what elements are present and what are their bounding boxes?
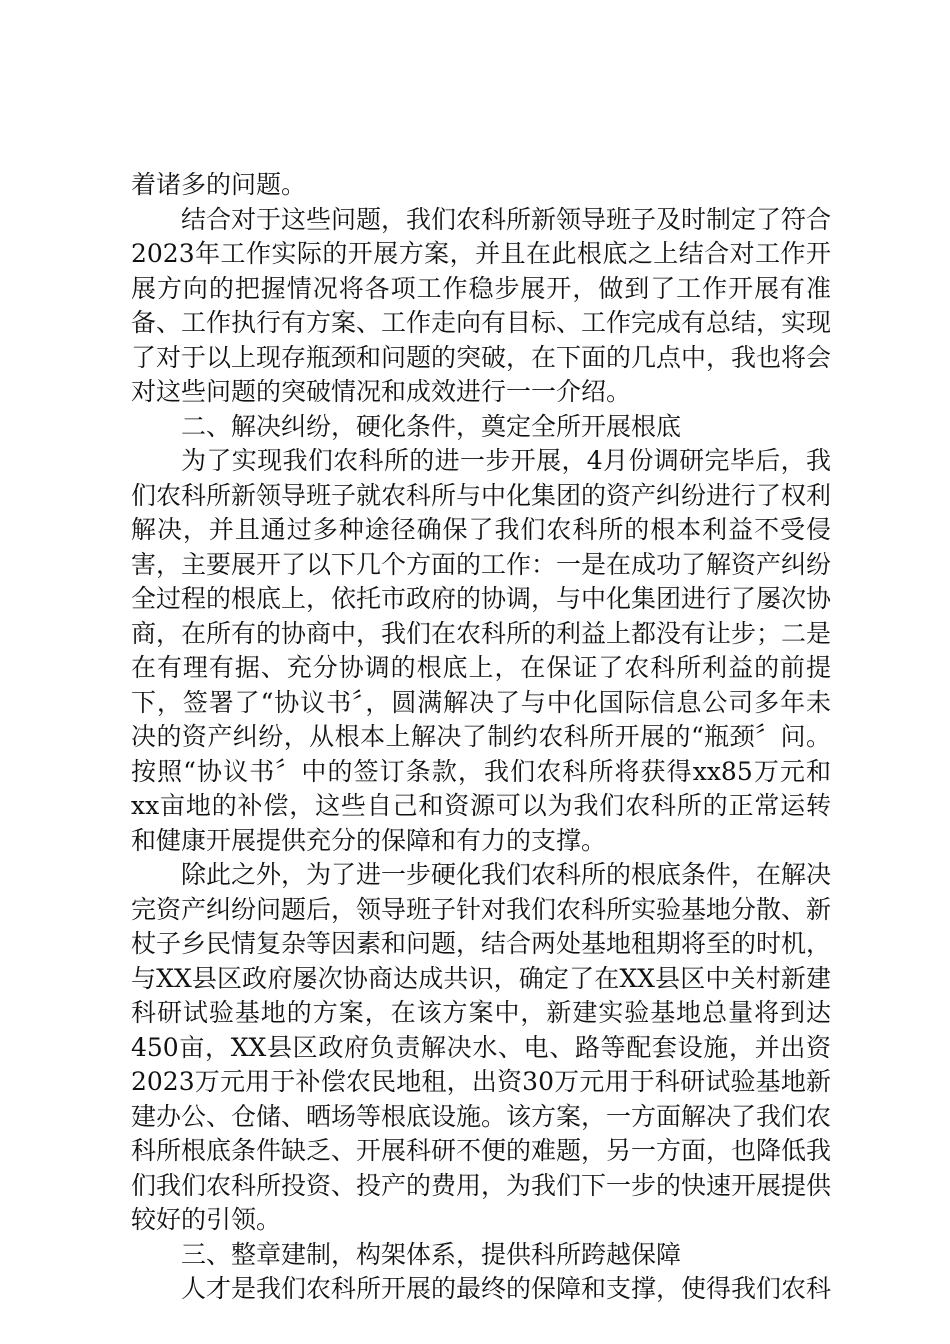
paragraph-plan-summary: 结合对于这些问题，我们农科所新领导班子及时制定了符合2023年工作实际的开展方案，并且在此根底之上结合对工作开展方向的把握情况将各项工作稳步展开，做到了工作开展有准备、工作执行有方案、工作走向有目标、工作完成有总结，实现了对于以上现存瓶颈和问题的突破，在下面的几点中，我也将会对这些问题的突破情况和成效进行一一介绍。 (131, 204, 832, 406)
section-heading-3: 三、整章建制，构架体系，提供科所跨越保障 (181, 1239, 682, 1269)
paragraph-base-construction: 除此之外，为了进一步硬化我们农科所的根底条件，在解决完资产纠纷问题后，领导班子针对我们农科所实验基地分散、新杖子乡民情复杂等因素和问题，结合两处基地租期将至的时机，与XX县区政府屡次协商达成共识，确定了在XX县区中关村新建科研试验基地的方案，在该方案中，新建实验基地总量将到达450亩，XX县区政府负责解决水、电、路等配套设施，并出资2023万元用于补偿农民地租，出资30万元用于科研试验基地新建办公、仓储、晒场等根底设施。该方案，一方面解决了我们农科所根底条件缺乏、开展科研不便的难题，另一方面，也降低我们我们农科所投资、投产的费用，为我们下一步的快速开展提供较好的引领。 (131, 860, 832, 1234)
document-body (131, 168, 831, 1307)
paragraph-talent: 人才是我们农科所开展的最终的保障和支撑，使得我们农科 (181, 1274, 832, 1303)
paragraph-dispute-resolution: 为了实现我们农科所的进一步开展，4月份调研完毕后，我们农科所新领导班子就农科所与中化集团的资产纠纷进行了权利解决，并且通过多种途径确保了我们农科所的根本利益不受侵害，主要展开了以下几个方面的工作：一是在成功了解资产纠纷全过程的根底上，依托市政府的协调，与中化集团进行了屡次协商，在所有的协商中，我们在农科所的利益上都没有让步；二是在有理有据、充分协调的根底上，在保证了农科所利益的前提下，签署了“协议书〞，圆满解决了与中化国际信息公司多年未决的资产纠纷，从根本上解决了制约农科所开展的“瓶颈〞问。按照“协议书〞中的签订条款，我们农科所将获得xx85万元和xx亩地的补偿，这些自己和资源可以为我们农科所的正常运转和健康开展提供充分的保障和有力的支撑。 (131, 446, 832, 855)
section-heading-2: 二、解决纠纷，硬化条件，奠定全所开展根底 (181, 411, 682, 441)
paragraph-continuation: 着诸多的问题。 (131, 170, 307, 199)
